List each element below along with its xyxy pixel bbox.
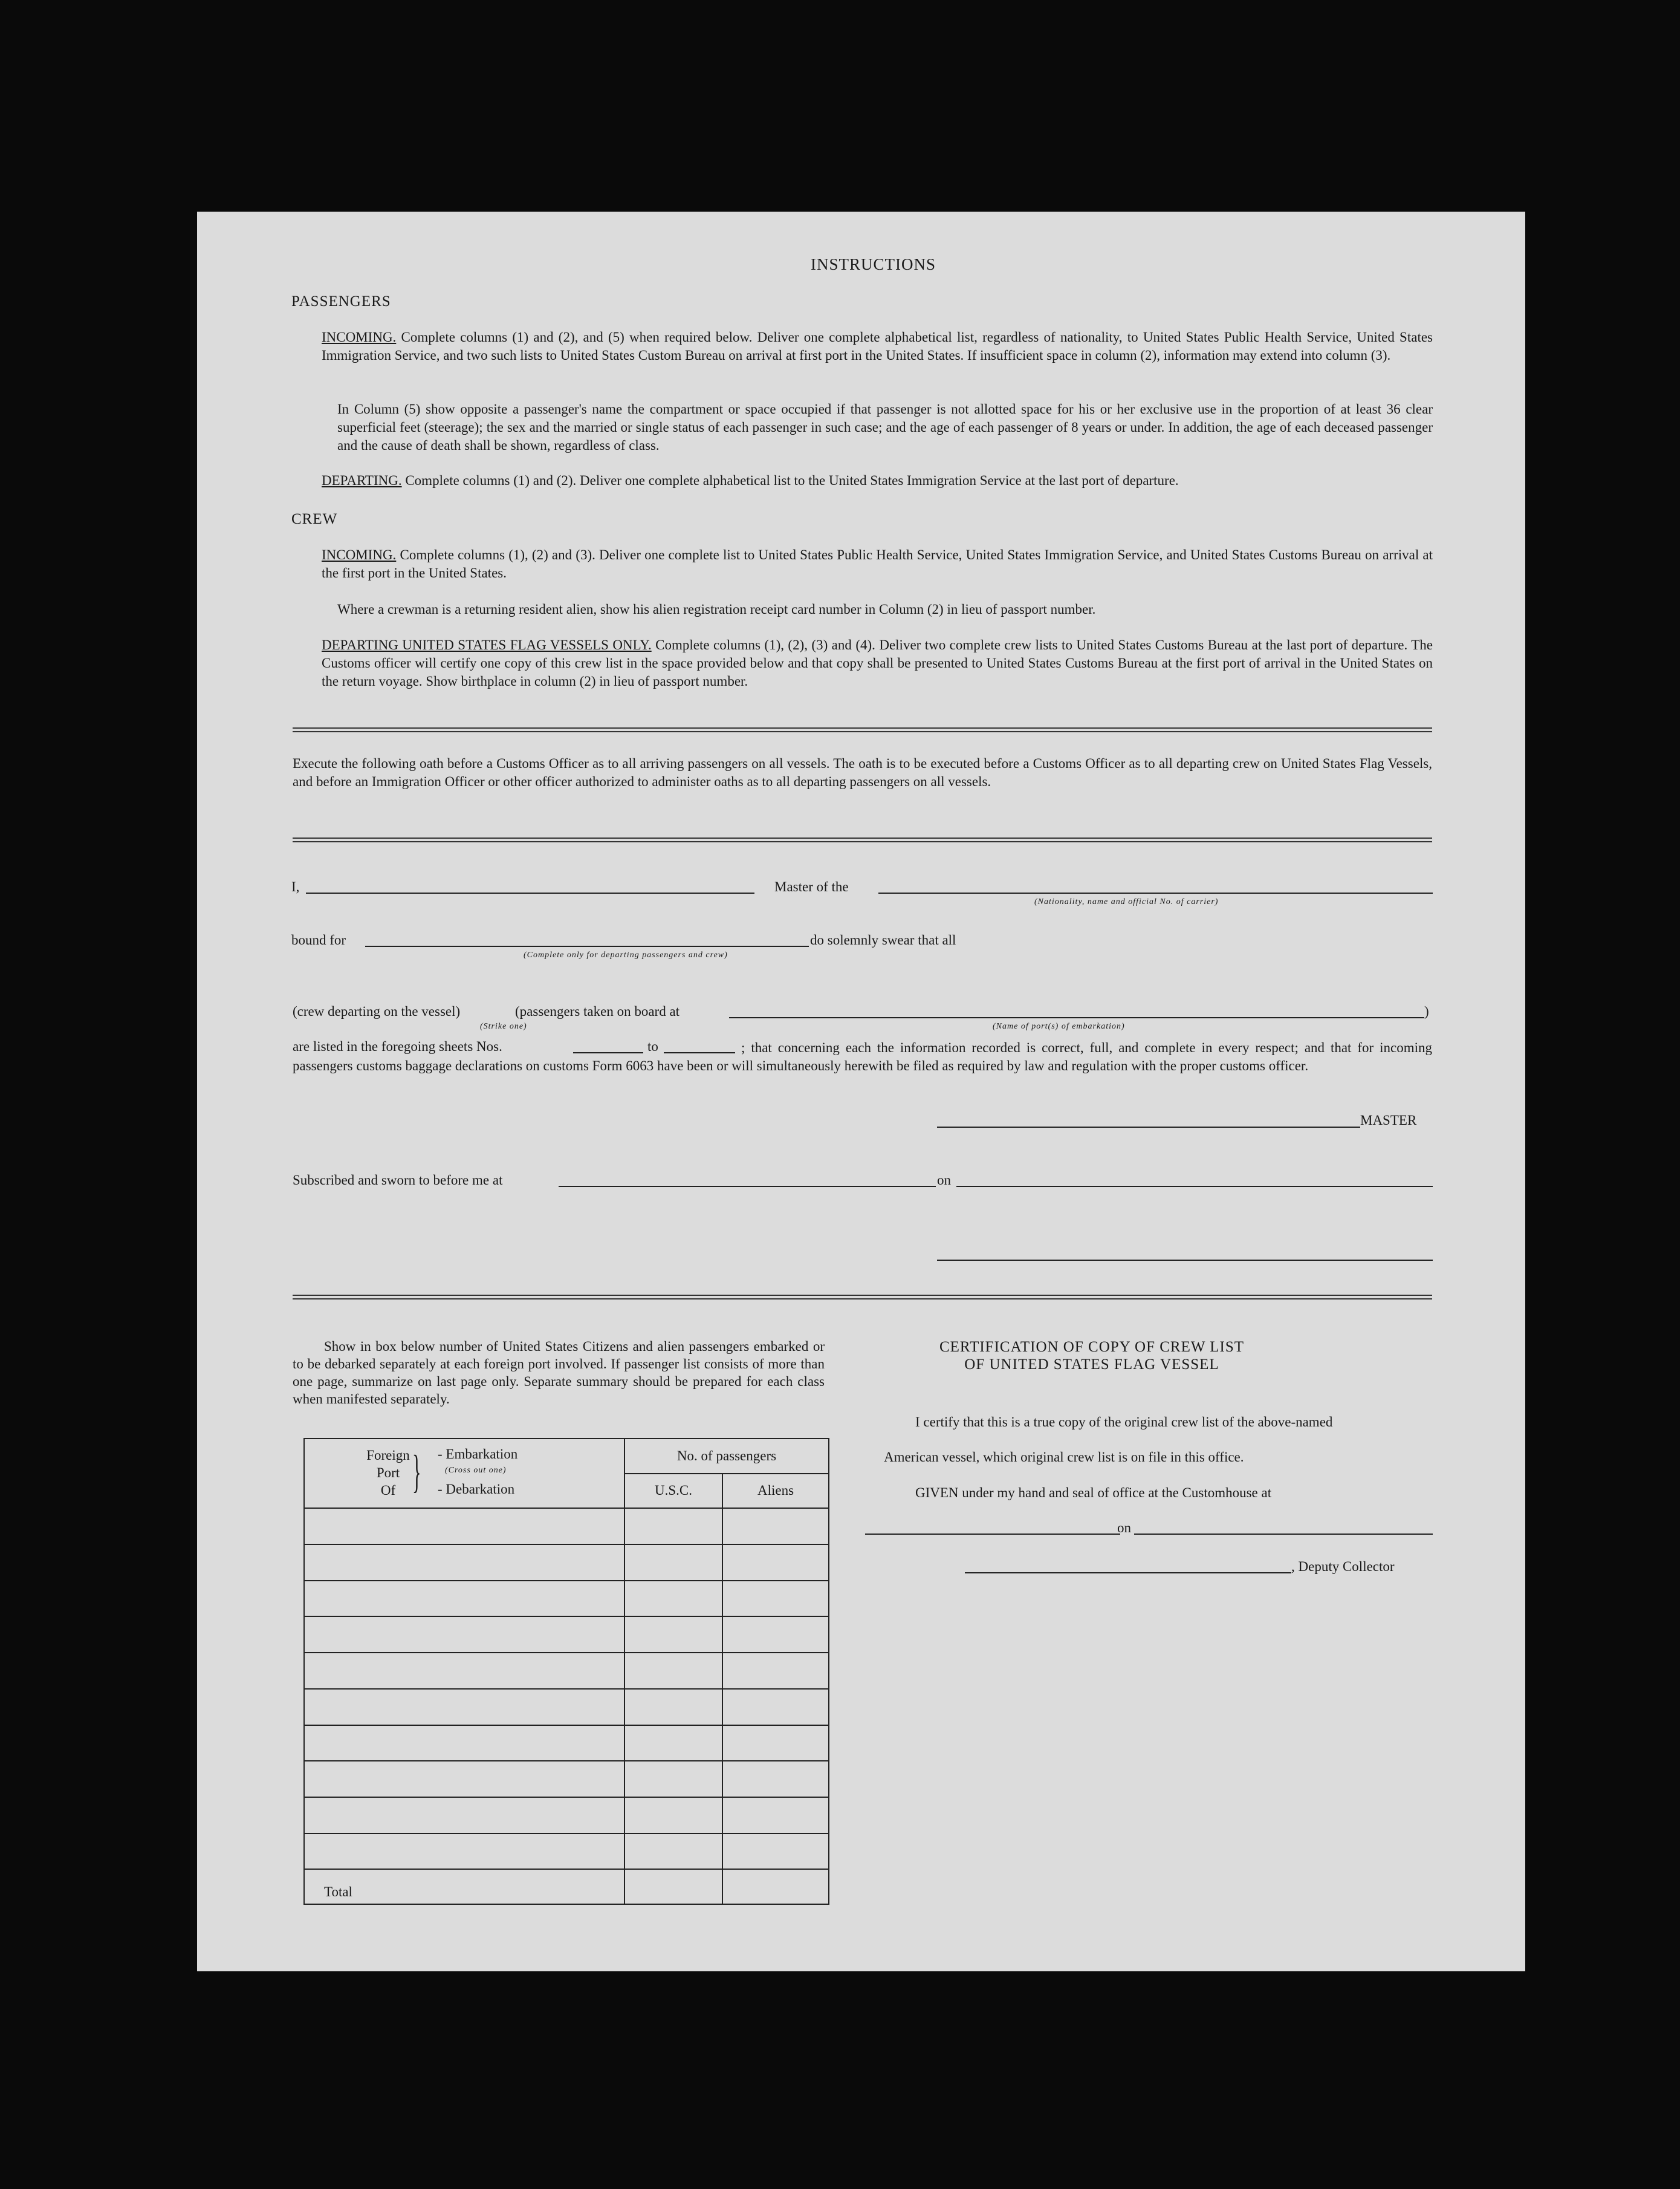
certification-date-field[interactable]: [1134, 1534, 1433, 1535]
passengers-heading: PASSENGERS: [291, 293, 391, 310]
crew-departing-paragraph: [322, 636, 1433, 691]
sworn-place-field[interactable]: [559, 1186, 936, 1187]
deputy-collector-signature-field[interactable]: [965, 1572, 1291, 1573]
passengers-incoming-text: Complete columns (1) and (2), and (5) when required below. Deliver one complete alphabetical list, regardless of nationality, to United States Public Health Service, United States Immigration Service, and two such lists to United States Custom Bureau on arrival at first port in the United States. If insufficient space in column (2), information may extend into column (3).: [322, 330, 1433, 363]
usc-total-cell[interactable]: [624, 1869, 722, 1904]
aliens-header: Aliens: [722, 1474, 829, 1509]
customhouse-place-field[interactable]: [865, 1534, 1120, 1535]
no-passengers-header: No. of passengers: [624, 1439, 829, 1474]
usc-cell[interactable]: [624, 1653, 722, 1689]
officer-signature-field[interactable]: [937, 1260, 1433, 1261]
aliens-cell[interactable]: [722, 1508, 829, 1544]
page-title: INSTRUCTIONS: [811, 255, 936, 273]
strike-note: (Strike one): [480, 1022, 527, 1031]
port-cell[interactable]: [304, 1797, 624, 1833]
certification-title-line1: CERTIFICATION OF COPY OF CREW LIST: [939, 1339, 1245, 1355]
listed-statement: ; that concerning each the information recorded is correct, full, and complete in every respect; and that for incoming passengers customs baggage declarations on customs Form 6063 have been or will simultaneously herewith be filed as required by law and regulation with the proper customs officer.: [293, 1040, 1432, 1073]
table-row: [304, 1689, 829, 1725]
passengers-departing-text: Complete columns (1) and (2). Deliver one complete alphabetical list to the United States Immigration Service at the last port of departure.: [405, 473, 1179, 488]
bound-for-field[interactable]: [365, 946, 809, 947]
port-cell[interactable]: [304, 1616, 624, 1653]
table-row: [304, 1833, 829, 1870]
table-row: [304, 1544, 829, 1581]
aliens-cell[interactable]: [722, 1653, 829, 1689]
port-cell[interactable]: [304, 1544, 624, 1581]
subscribed-label: Subscribed and sworn to before me at: [293, 1173, 503, 1188]
aliens-cell[interactable]: [722, 1833, 829, 1870]
passengers-incoming-paragraph: [322, 328, 1433, 365]
crew-incoming-label: INCOMING.: [322, 547, 397, 562]
passengers-incoming-label: INCOMING.: [322, 330, 397, 345]
usc-cell[interactable]: [624, 1508, 722, 1544]
sworn-on-label: on: [937, 1173, 951, 1188]
total-label: Total: [304, 1869, 624, 1904]
listed-to-label: to: [647, 1039, 658, 1054]
brace-icon: }: [412, 1446, 421, 1497]
table-row: [304, 1508, 829, 1544]
divider-rule: [293, 727, 1432, 732]
certification-on-label: on: [1117, 1520, 1131, 1535]
aliens-cell[interactable]: [722, 1616, 829, 1653]
swear-text: do solemnly swear that all: [810, 932, 956, 948]
deputy-collector-label: , Deputy Collector: [1291, 1559, 1395, 1574]
crew-incoming-text: Complete columns (1), (2) and (3). Deliver one complete list to United States Public Health Service, United States Immigration Service, and United States Customs Bureau on arrival at the first port in the United States.: [322, 547, 1433, 581]
usc-cell[interactable]: [624, 1761, 722, 1797]
cross-out-note: (Cross out one): [445, 1465, 507, 1475]
given-text: GIVEN under my hand and seal of office at the Customhouse at: [915, 1485, 1272, 1500]
carrier-field[interactable]: [878, 893, 1433, 894]
port-cell[interactable]: [304, 1761, 624, 1797]
passengers-departing-label: DEPARTING.: [322, 473, 402, 488]
passengers-departing-paragraph: [322, 472, 1433, 490]
passengers-column5-paragraph: In Column (5) show opposite a passenger's name the compartment or space occupied if that passenger is not allotted space for his or her exclusive use in the proportion of at least 36 clear superficial feet (steerage); the sex and the married or single status of each passenger in such case; and the age of each passenger of 8 years or under. In addition, the age of each deceased passenger and the cause of death shall be shown, regardless of class.: [337, 402, 1433, 453]
aliens-total-cell[interactable]: [722, 1869, 829, 1904]
american-vessel-text: American vessel, which original crew list is on file in this office.: [884, 1449, 1244, 1465]
crew-departing-text: Complete columns (1), (2), (3) and (4). Deliver two complete crew lists to United States Customs Bureau at the last port of departure. The Customs officer will certify one copy of this crew list in the space provided below and that copy shall be presented to United States Customs Bureau at the first port of arrival in the United States on the return voyage. Show birthplace in column (2) in lieu of passport number.: [322, 637, 1433, 689]
port-cell[interactable]: [304, 1689, 624, 1725]
divider-rule: [293, 838, 1432, 842]
table-row: [304, 1581, 829, 1617]
oath-i-label: I,: [291, 879, 300, 894]
certification-title-line2: OF UNITED STATES FLAG VESSEL: [964, 1356, 1219, 1373]
port-label: Port: [376, 1465, 400, 1480]
bound-for-label: bound for: [291, 932, 346, 948]
debarkation-label: - Debarkation: [438, 1481, 515, 1497]
sworn-date-field[interactable]: [956, 1186, 1433, 1187]
crew-heading: CREW: [291, 511, 338, 527]
total-row: [304, 1869, 829, 1904]
table-row: [304, 1797, 829, 1833]
crew-resident-paragraph: Where a crewman is a returning resident alien, show his alien registration receipt card number in Column (2) in lieu of passport number.: [337, 602, 1096, 617]
carrier-note: (Nationality, name and official No. of carrier): [1034, 897, 1219, 906]
aliens-cell[interactable]: [722, 1797, 829, 1833]
usc-cell[interactable]: [624, 1833, 722, 1870]
document-page: [197, 212, 1525, 1971]
bound-note: (Complete only for departing passengers and crew): [524, 951, 728, 960]
table-row: [304, 1725, 829, 1761]
port-cell[interactable]: [304, 1833, 624, 1870]
certify-text: I certify that this is a true copy of the original crew list of the above-named: [915, 1414, 1333, 1430]
usc-header: U.S.C.: [624, 1474, 722, 1509]
port-cell[interactable]: [304, 1508, 624, 1544]
aliens-cell[interactable]: [722, 1544, 829, 1581]
aliens-cell[interactable]: [722, 1725, 829, 1761]
close-paren: ): [1424, 1004, 1429, 1019]
passenger-summary-table: [303, 1438, 829, 1905]
crew-incoming-paragraph: [322, 546, 1433, 582]
port-cell[interactable]: [304, 1653, 624, 1689]
usc-cell[interactable]: [624, 1689, 722, 1725]
embarkation-ports-field[interactable]: [729, 1017, 1424, 1018]
foreign-label: Foreign: [366, 1447, 410, 1463]
of-label: Of: [380, 1482, 396, 1498]
table-row: [304, 1653, 829, 1689]
usc-cell[interactable]: [624, 1616, 722, 1653]
master-label: MASTER: [1360, 1113, 1417, 1128]
master-signature-field[interactable]: [937, 1127, 1360, 1128]
port-cell[interactable]: [304, 1725, 624, 1761]
listed-sheets-label: are listed in the foregoing sheets Nos.: [293, 1039, 502, 1054]
aliens-cell[interactable]: [722, 1761, 829, 1797]
master-of-label: Master of the: [774, 879, 849, 894]
usc-cell[interactable]: [624, 1725, 722, 1761]
divider-rule: [293, 1295, 1432, 1299]
aliens-cell[interactable]: [722, 1689, 829, 1725]
ports-note: (Name of port(s) of embarkation): [993, 1022, 1125, 1031]
usc-cell[interactable]: [624, 1797, 722, 1833]
usc-cell[interactable]: [624, 1544, 722, 1581]
aliens-cell[interactable]: [722, 1581, 829, 1617]
table-row: [304, 1616, 829, 1653]
crew-departing-label: DEPARTING UNITED STATES FLAG VESSELS ONLY.: [322, 637, 652, 652]
port-header-cell: [304, 1439, 624, 1508]
summary-instruction: Show in box below number of United States Citizens and alien passengers embarked or to be debarked separately at each foreign port involved. If passenger list consists of more than one page, summarize on last page only. Separate summary should be prepared for each class when manifested separately.: [293, 1339, 825, 1407]
usc-cell[interactable]: [624, 1581, 722, 1617]
port-cell[interactable]: [304, 1581, 624, 1617]
master-name-field[interactable]: [306, 893, 754, 894]
crew-departing-option: (crew departing on the vessel): [293, 1004, 461, 1019]
table-row: [304, 1761, 829, 1797]
embarkation-label: - Embarkation: [438, 1446, 518, 1462]
passengers-taken-option: (passengers taken on board at: [515, 1004, 680, 1019]
oath-instruction: Execute the following oath before a Customs Officer as to all arriving passengers on all vessels. The oath is to be executed before a Customs Officer as to all departing crew on United States Flag Vessels, and before an Immigration Officer or other officer authorized to administer oaths as to all departing passengers on all vessels.: [293, 756, 1432, 789]
